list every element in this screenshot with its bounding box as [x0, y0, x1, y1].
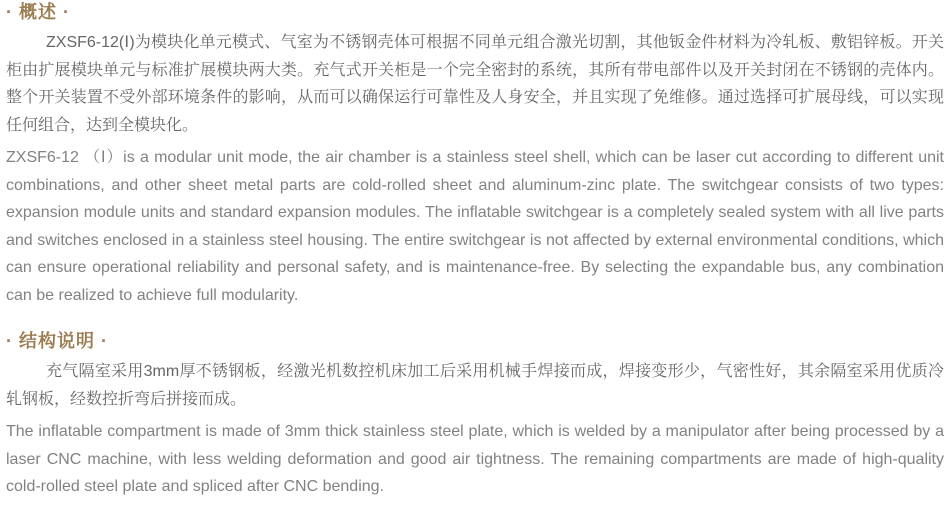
section-structure-heading: · 结构说明 ·: [6, 331, 108, 351]
overview-paragraph-chinese: ZXSF6-12(Ⅰ)为模块化单元模式、气室为不锈钢壳体可根据不同单元组合激光切割，其他钣金件材料为冷轧板、敷铝锌板。开关柜由扩展模块单元与标准扩展模块两大类。充气式开关柜是一个完全密封的系统，其所有带电部件以及开关封闭在不锈钢的壳体内。整个开关装置不受外部环境条件的影响，从而可以确保运行可靠性及人身安全，并且实现了免维修。通过选择可扩展母线，可以实现任何组合，达到全模块化。: [6, 34, 944, 134]
overview-paragraph-english: ZXSF6-12 （Ⅰ）is a modular unit mode, the air chamber is a stainless steel shell, which can be laser cut according to different unit combinations, and other sheet metal parts are cold-rolled sheet and aluminum-zinc plate. The switchgear consists of two types: expansion module units and standard expansion modules. The inflatable switchgear is a completely sealed system with all live parts and switches enclosed in a stainless steel housing. The entire switchgear is not affected by external environmental conditions, which can ensure operational reliability and personal safety, and is maintenance-free. By selecting the expandable bus, any combination can be realized to achieve full modularity.: [6, 149, 944, 304]
structure-paragraph-english: The inflatable compartment is made of 3mm thick stainless steel plate, which is welded by a manipulator after being processed by a laser CNC machine, with less welding deformation and good air tightness. The remaining compartments are made of high-quality cold-rolled steel plate and spliced after CNC bending.: [6, 423, 944, 495]
structure-paragraph-chinese: 充气隔室采用3mm厚不锈钢板，经激光机数控机床加工后采用机械手焊接而成，焊接变形少，气密性好，其余隔室采用优质冷轧钢板，经数控折弯后拼接而成。: [6, 363, 944, 408]
section-overview: [6, 1, 944, 309]
section-structure: [6, 330, 944, 501]
section-overview-heading: · 概述 ·: [6, 2, 70, 22]
